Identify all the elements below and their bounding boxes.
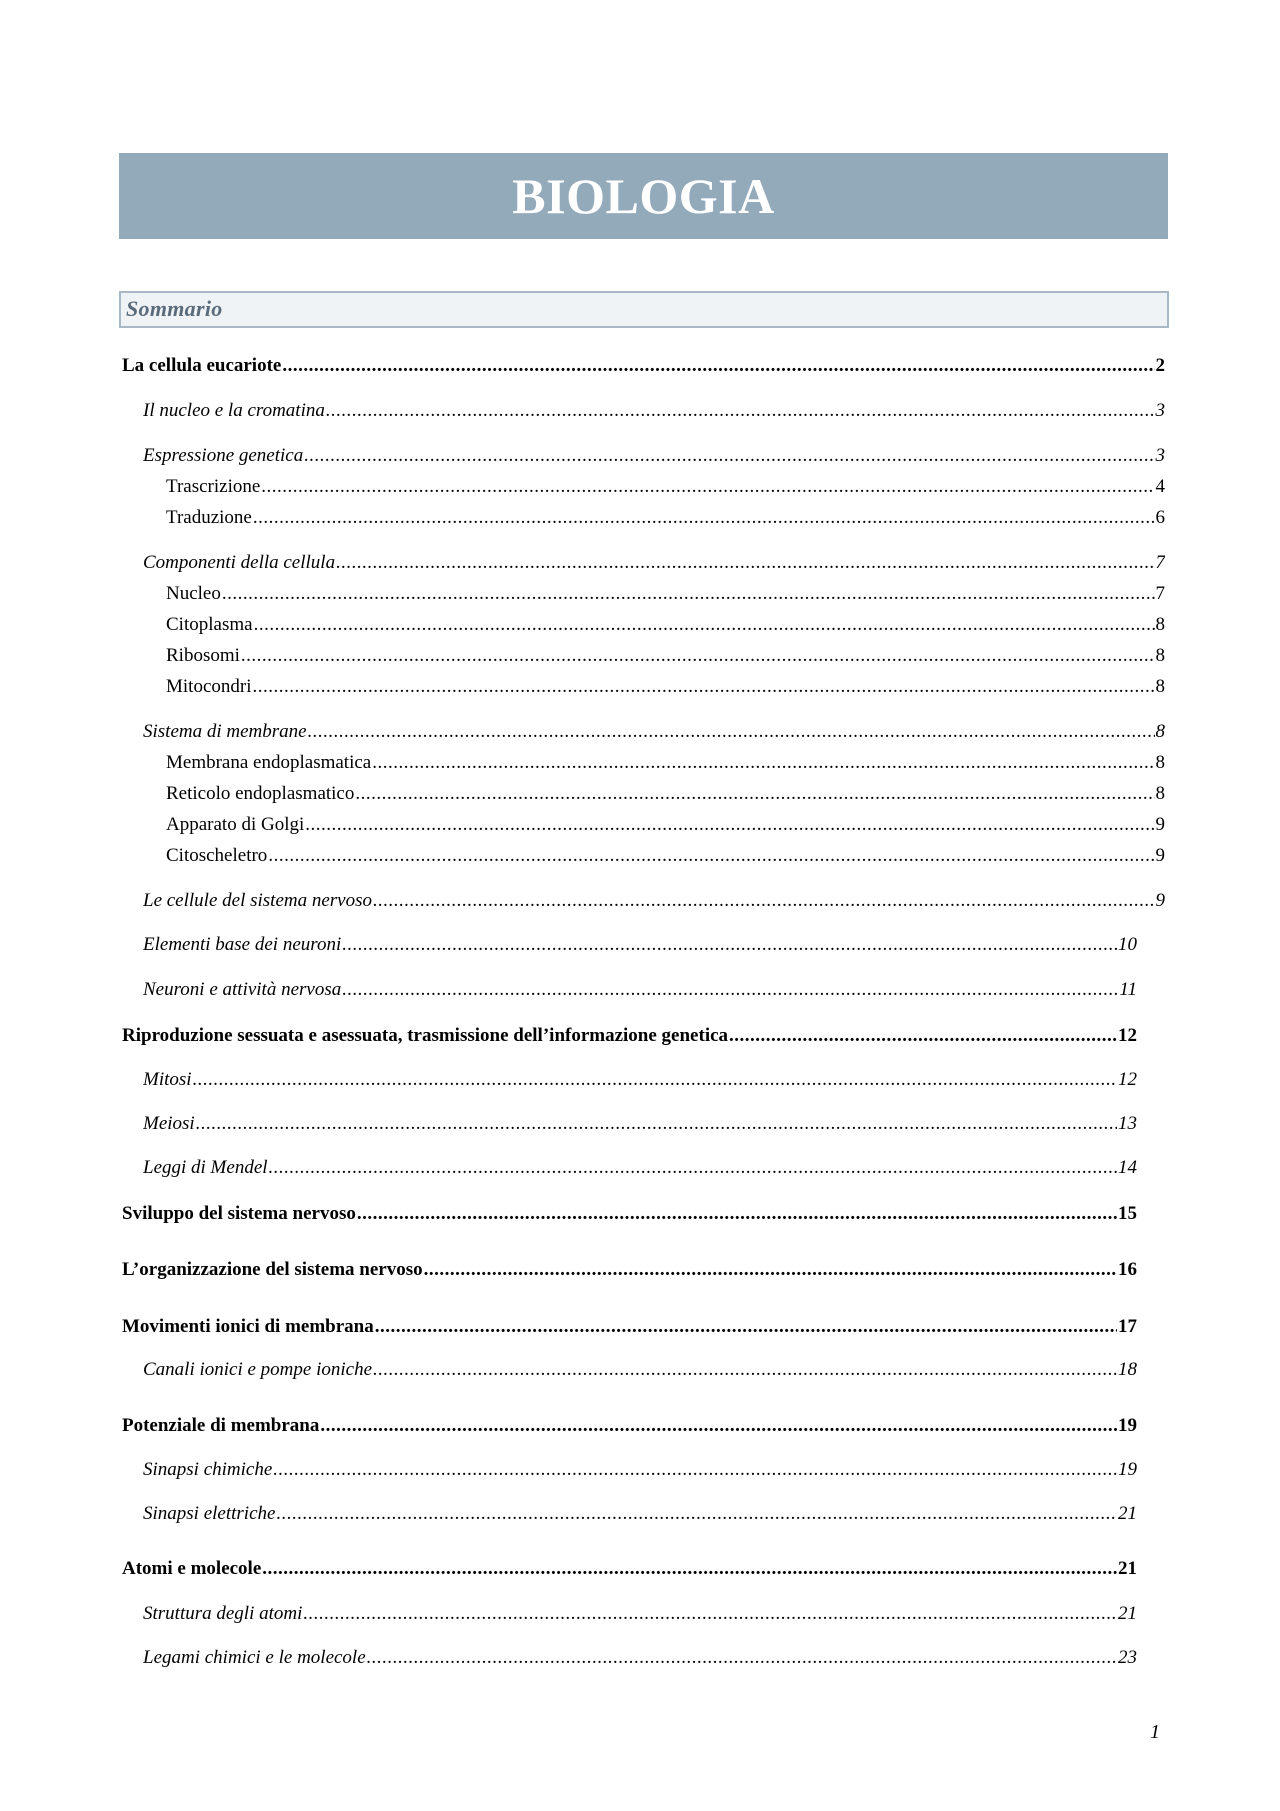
toc-entry-page: 8 (1155, 676, 1165, 697)
toc-dot-leader (424, 1259, 1117, 1281)
toc-entry[interactable] (143, 934, 1137, 958)
toc-dot-leader (326, 400, 1155, 422)
toc-dot-leader (355, 783, 1154, 805)
toc-entry-page: 23 (1118, 1647, 1137, 1668)
toc-dot-leader (222, 583, 1155, 605)
toc-entry-label: Traduzione (166, 507, 252, 528)
toc-entry[interactable] (166, 507, 1165, 531)
toc-entry-label: Ribosomi (166, 645, 240, 666)
toc-entry[interactable] (122, 355, 1165, 379)
toc-entry-page: 8 (1155, 721, 1165, 742)
toc-entry-page: 18 (1118, 1359, 1137, 1380)
toc-entry[interactable] (143, 1459, 1137, 1483)
toc-dot-leader (373, 890, 1154, 912)
toc-entry-label: Citoplasma (166, 614, 253, 635)
toc-dot-leader (373, 1359, 1117, 1381)
toc-entry[interactable] (166, 476, 1165, 500)
toc-entry-page: 13 (1118, 1113, 1137, 1134)
toc-entry[interactable] (166, 614, 1165, 638)
toc-entry[interactable] (143, 1069, 1137, 1093)
toc-entry-label: Mitocondri (166, 676, 252, 697)
toc-entry-label: Sistema di membrane (143, 721, 307, 742)
toc-entry[interactable] (166, 583, 1165, 607)
toc-entry-label: Componenti della cellula (143, 552, 336, 573)
toc-entry-page: 3 (1155, 400, 1165, 421)
toc-entry[interactable] (143, 1359, 1137, 1383)
toc-dot-leader (253, 676, 1155, 698)
toc-entry-label: Elementi base dei neuroni (143, 934, 342, 955)
toc-entry-page: 7 (1155, 583, 1165, 604)
toc-entry-page: 9 (1155, 890, 1165, 911)
toc-heading-box (119, 291, 1169, 328)
toc-dot-leader (268, 845, 1154, 867)
toc-entry[interactable] (143, 1503, 1137, 1527)
toc-entry-page: 21 (1118, 1503, 1137, 1524)
toc-entry-page: 21 (1118, 1603, 1137, 1624)
toc-entry-page: 8 (1155, 614, 1165, 635)
toc-dot-leader (253, 507, 1155, 529)
toc-entry-label: Atomi e molecole (122, 1558, 262, 1579)
toc-entry-page: 11 (1119, 979, 1137, 1000)
toc-dot-leader (262, 1558, 1117, 1580)
toc-entry[interactable] (166, 645, 1165, 669)
toc-entry[interactable] (122, 1316, 1137, 1340)
toc-entry[interactable] (143, 1647, 1137, 1671)
toc-entry-page: 3 (1155, 445, 1165, 466)
toc-dot-leader (304, 445, 1154, 467)
page-number: 1 (1150, 1721, 1160, 1743)
toc-dot-leader (342, 934, 1117, 956)
toc-dot-leader (375, 1316, 1117, 1338)
toc-entry-label: Sviluppo del sistema nervoso (122, 1203, 356, 1224)
toc-entry-label: L’organizzazione del sistema nervoso (122, 1259, 423, 1280)
toc-entry[interactable] (166, 752, 1165, 776)
toc-dot-leader (282, 355, 1154, 377)
document-title-banner (119, 153, 1168, 239)
toc-entry-page: 12 (1118, 1069, 1137, 1090)
toc-entry-page: 6 (1155, 507, 1165, 528)
toc-entry-label: Il nucleo e la cromatina (143, 400, 325, 421)
toc-entry-page: 9 (1155, 845, 1165, 866)
toc-entry-page: 8 (1155, 752, 1165, 773)
toc-entry[interactable] (143, 1157, 1137, 1181)
toc-dot-leader (308, 721, 1155, 743)
toc-dot-leader (372, 752, 1154, 774)
toc-entry-page: 8 (1155, 645, 1165, 666)
toc-entry-label: Meiosi (143, 1113, 195, 1134)
toc-entry-page: 4 (1155, 476, 1165, 497)
toc-dot-leader (305, 814, 1154, 836)
toc-dot-leader (276, 1503, 1117, 1525)
toc-entry-page: 10 (1118, 934, 1137, 955)
toc-entry[interactable] (166, 676, 1165, 700)
toc-dot-leader (196, 1113, 1117, 1135)
toc-dot-leader (254, 614, 1155, 636)
toc-dot-leader (729, 1025, 1117, 1047)
toc-entry[interactable] (143, 1603, 1137, 1627)
toc-entry-label: La cellula eucariote (122, 355, 282, 376)
toc-entry-page: 19 (1118, 1415, 1137, 1436)
toc-entry-label: Apparato di Golgi (166, 814, 305, 835)
toc-dot-leader (303, 1603, 1117, 1625)
toc-entry-label: Legami chimici e le molecole (143, 1647, 366, 1668)
toc-entry-label: Canali ionici e pompe ioniche (143, 1359, 373, 1380)
toc-entry-page: 12 (1118, 1025, 1137, 1046)
toc-heading: Sommario (126, 296, 223, 321)
toc-entry-page: 17 (1118, 1316, 1137, 1337)
toc-entry-page: 9 (1155, 814, 1165, 835)
toc-entry[interactable] (122, 1025, 1137, 1049)
toc-dot-leader (357, 1203, 1117, 1225)
toc-entry-label: Reticolo endoplasmatico (166, 783, 355, 804)
toc-entry[interactable] (122, 1203, 1137, 1227)
toc-entry-label: Trascrizione (166, 476, 261, 497)
toc-entry[interactable] (122, 1415, 1137, 1439)
document-title: BIOLOGIA (512, 168, 775, 224)
toc-entry[interactable] (143, 552, 1165, 576)
toc-entry[interactable] (143, 890, 1165, 914)
toc-entry[interactable] (143, 1113, 1137, 1137)
toc-entry[interactable] (143, 721, 1165, 745)
toc-entry-label: Espressione genetica (143, 445, 304, 466)
toc-dot-leader (367, 1647, 1117, 1669)
toc-entry[interactable] (122, 1259, 1137, 1283)
toc-entry-page: 16 (1118, 1259, 1137, 1280)
toc-dot-leader (273, 1459, 1117, 1481)
toc-entry-page: 15 (1118, 1203, 1137, 1224)
toc-entry-page: 2 (1155, 355, 1165, 376)
toc-entry-label: Potenziale di membrana (122, 1415, 320, 1436)
toc-entry[interactable] (166, 845, 1165, 869)
toc-entry-label: Riproduzione sessuata e asessuata, trasmissione dell’informazione genetica (122, 1025, 729, 1046)
toc-entry[interactable] (166, 783, 1165, 807)
toc-dot-leader (320, 1415, 1117, 1437)
toc-dot-leader (269, 1157, 1117, 1179)
toc-entry-page: 7 (1155, 552, 1165, 573)
toc-dot-leader (193, 1069, 1117, 1091)
toc-entry[interactable] (143, 445, 1165, 469)
toc-entry[interactable] (143, 400, 1165, 424)
toc-entry-page: 21 (1118, 1558, 1137, 1579)
toc-dot-leader (261, 476, 1154, 498)
toc-entry-label: Membrana endoplasmatica (166, 752, 372, 773)
toc-entry[interactable] (166, 814, 1165, 838)
toc-dot-leader (336, 552, 1154, 574)
toc-entry-label: Nucleo (166, 583, 221, 604)
toc-entry-label: Citoscheletro (166, 845, 268, 866)
toc-dot-leader (342, 979, 1118, 1001)
toc-entry-page: 8 (1155, 783, 1165, 804)
toc-entry-label: Sinapsi elettriche (143, 1503, 276, 1524)
toc-entry[interactable] (122, 1558, 1137, 1582)
toc-entry-label: Le cellule del sistema nervoso (143, 890, 373, 911)
toc-entry-label: Struttura degli atomi (143, 1603, 303, 1624)
toc-entry-label: Movimenti ionici di membrana (122, 1316, 374, 1337)
toc-entry-page: 14 (1118, 1157, 1137, 1178)
toc-entry-label: Leggi di Mendel (143, 1157, 268, 1178)
toc-entry-label: Neuroni e attività nervosa (143, 979, 342, 1000)
toc-entry-label: Mitosi (143, 1069, 192, 1090)
toc-entry-page: 19 (1118, 1459, 1137, 1480)
toc-entry[interactable] (143, 979, 1137, 1003)
toc-entry-label: Sinapsi chimiche (143, 1459, 273, 1480)
toc-dot-leader (241, 645, 1155, 667)
